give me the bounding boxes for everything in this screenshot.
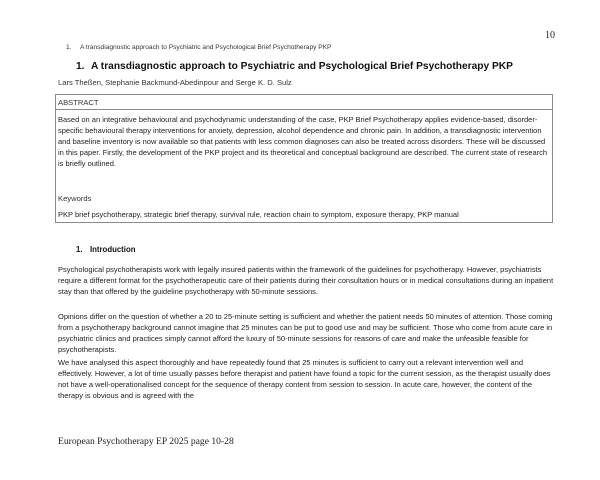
section-heading — [76, 245, 135, 254]
paper-title-text: A transdiagnostic approach to Psychiatric and Psychological Brief Psychotherapy PKP — [91, 61, 513, 72]
body-paragraph: Opinions differ on the question of whether a 20 to 25-minute setting is sufficient and whether the patient needs 50 minutes of attention. Those coming from a psychotherapy background cannot imagine that 25 minutes can be put to good use and may be sufficient. Those who come from acute care in psychiatric clinics and practices simply cannot afford the luxury of 50-minute sessions for reasons of care and make the unfeasible feasible for psychotherapists. — [58, 312, 553, 354]
abstract-divider — [56, 109, 552, 110]
keywords-text: PKP brief psychotherapy, strategic brief therapy, survival rule, reaction chain to symptom, exposure therapy, PKP manual — [58, 210, 459, 219]
page-footer: European Psychotherapy EP 2025 page 10-28 — [58, 436, 234, 447]
abstract-text: Based on an integrative behavioural and psychodynamic understanding of the case, PKP Brief Psychotherapy applies evidence-based, disorder-specific behavioural therapy interventions for anxiety, depression, alcohol dependence and chronic pain. In addition, a transdiagnostic intervention and baseline inventory is now available so that patients with less common diagnoses can also be treated across disorders. These will be discussed in this paper. Firstly, the development of the PKP project and its theoretical and conceptual background are described. The current state of research is briefly outlined. — [58, 115, 548, 168]
keywords-label: Keywords — [58, 194, 92, 203]
authors: Lars Theßen, Stephanie Backmund-Abedinpour and Serge K. D. Sulz — [58, 78, 292, 87]
body-paragraph: We have analysed this aspect thoroughly and have repeatedly found that 25 minutes is sufficient to carry out a relevant intervention well and effectively. However, a lot of time usually passes before therapist and patient have found a topic for the current session, as the therapist usually does not have a well-operationalised concept for the sequence of therapy content from session to session. In acute care, however, the content of the therapy is obvious and is agreed with the — [58, 358, 551, 400]
running-header-text: A transdiagnostic approach to Psychiatric and Psychological Brief Psychotherapy PKP — [80, 44, 332, 51]
paper-title — [76, 61, 556, 72]
paper-title-number: 1. — [76, 61, 85, 72]
page-number: 10 — [545, 30, 555, 41]
running-header-number: 1. — [66, 44, 72, 51]
running-header — [66, 44, 331, 51]
abstract-label: ABSTRACT — [58, 98, 99, 107]
section-title: Introduction — [90, 245, 136, 254]
section-number: 1. — [76, 245, 83, 254]
abstract-box — [55, 94, 553, 223]
body-paragraph: Psychological psychotherapists work with legally insured patients within the framework of the guidelines for psychotherapy. However, psychiatrists require a different format for the psychotherapeutic care of their patients during their consultation hours or in medical consultations during an inpatient stay than that offered by the guideline psychotherapy with 50-minute sessions. — [58, 265, 554, 296]
